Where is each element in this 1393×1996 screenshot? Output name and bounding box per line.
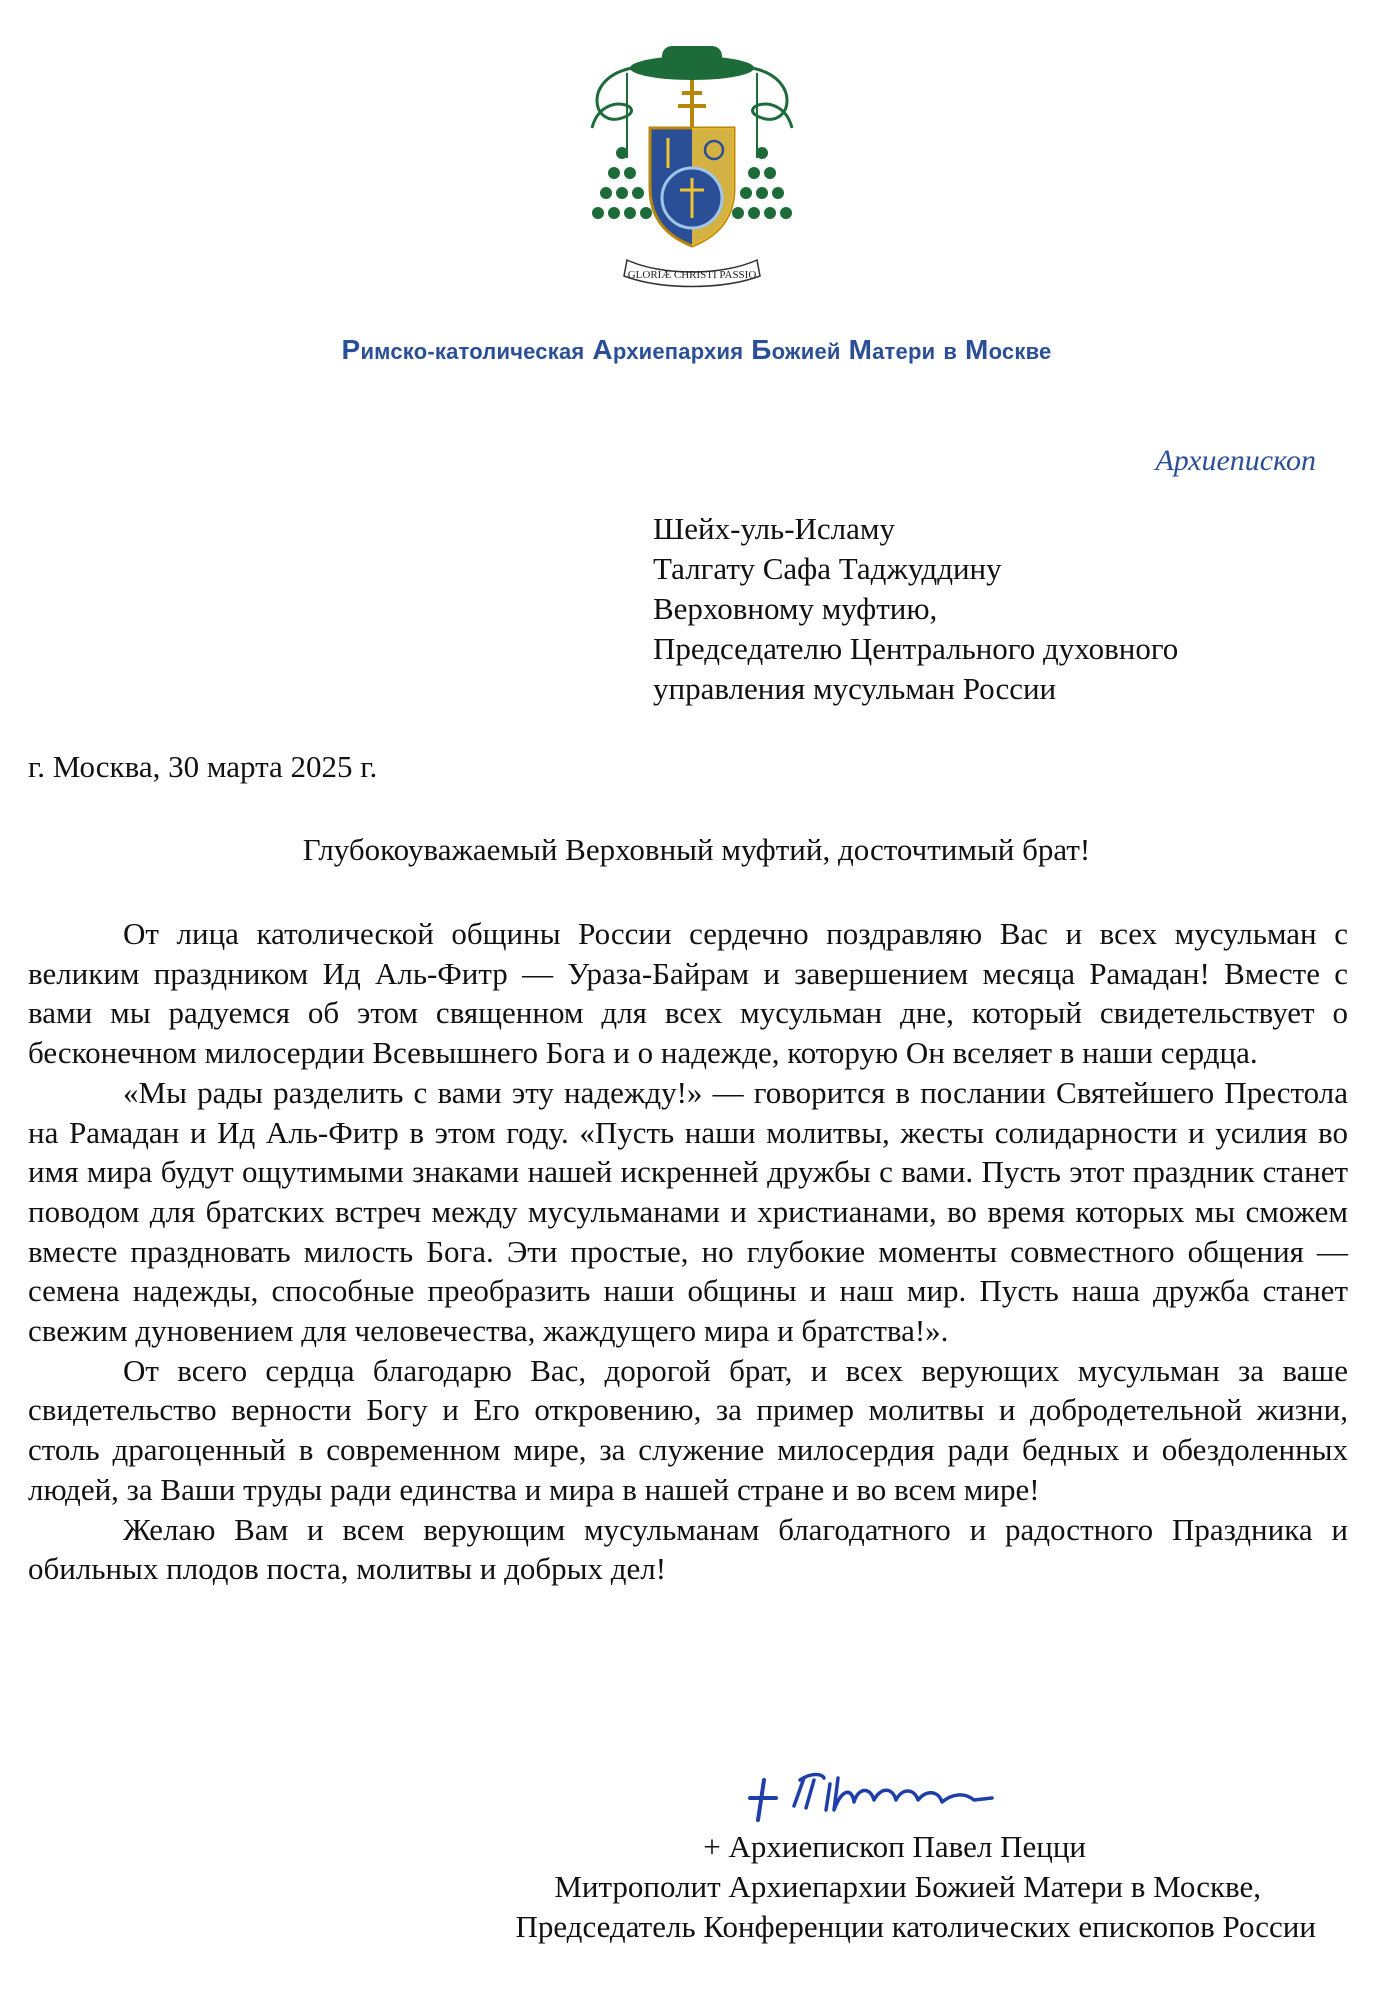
signatory-title: Митрополит Архиепархии Божией Матери в Москве,	[554, 1869, 1261, 1904]
organization-title: Римско-католическая Архиепархия Божией Матери в Москве	[341, 334, 1052, 365]
addressee-line: Шейх-уль-Исламу	[653, 511, 896, 546]
handwritten-signature	[742, 1758, 1012, 1824]
paragraph: От всего сердца благодарю Вас, дорогой брат, и всех верующих мусульман за ваше свидетельство верности Богу и Его откровению, за пример молитвы и добродетельной жизни, столь драгоценный в современном мире, за служение милосердия ради бедных и обездоленных людей, за Ваши труды ради единства и мира в нашей стране и во всем мире!	[28, 1352, 1348, 1507]
signatory-name: + Архиепископ Павел Пецци	[703, 1829, 1086, 1864]
paragraph: «Мы рады разделить с вами эту надежду!» — говорится в послании Святейшего Престола на Рамадан и Ид Аль-Фитр в этом году. «Пусть наши молитвы, жесты солидарности и усилия во имя мира будут ощутимыми знаками нашей искренней дружбы с вами. Пусть этот праздник станет поводом для братских встреч между мусульманами и христианами, во время которых мы сможем вместе праздновать милость Бога. Эти простые, но глубокие моменты совместного общения — семена надежды, способные преобразить наши общины и наш мир. Пусть наша дружба станет свежим дуновением для человечества, жаждущего мира и братства!».	[28, 1074, 1348, 1349]
addressee-line: Талгату Сафа Таджуддину	[653, 551, 1002, 586]
addressee-line: Верховному муфтию,	[653, 591, 938, 626]
salutation: Глубокоуважаемый Верховный муфтий, досточтимый брат!	[302, 832, 1091, 867]
addressee-line: Председателю Центрального духовного	[653, 631, 1179, 666]
addressee-line: управления мусульман России	[653, 671, 1057, 706]
signatory-title: Председатель Конференции католических епископов России	[515, 1909, 1316, 1944]
coat-of-arms-icon	[582, 38, 802, 298]
signatory-block	[316, 1827, 1316, 1947]
addressee-block	[653, 509, 1178, 709]
paragraph: Желаю Вам и всем верующим мусульманам благодатного и радостного Праздника и обильных плодов поста, молитвы и добрых дел!	[28, 1511, 1348, 1587]
motto-text: GLORIÆ CHRISTI PASSIO	[627, 269, 757, 281]
paragraph: От лица католической общины России сердечно поздравляю Вас и всех мусульман с великим праздником Ид Аль-Фитр — Ураза-Байрам и завершением месяца Рамадан! Вместе с вами мы радуемся об этом священном для всех мусульман дне, который свидетельствует о бесконечном милосердии Всевышнего Бога и о надежде, которую Он вселяет в наши сердца.	[28, 916, 1348, 1071]
place-and-date: г. Москва, 30 марта 2025 г.	[28, 749, 378, 784]
letter-body	[28, 914, 1348, 1589]
office-title: Архиепископ	[1155, 444, 1316, 477]
